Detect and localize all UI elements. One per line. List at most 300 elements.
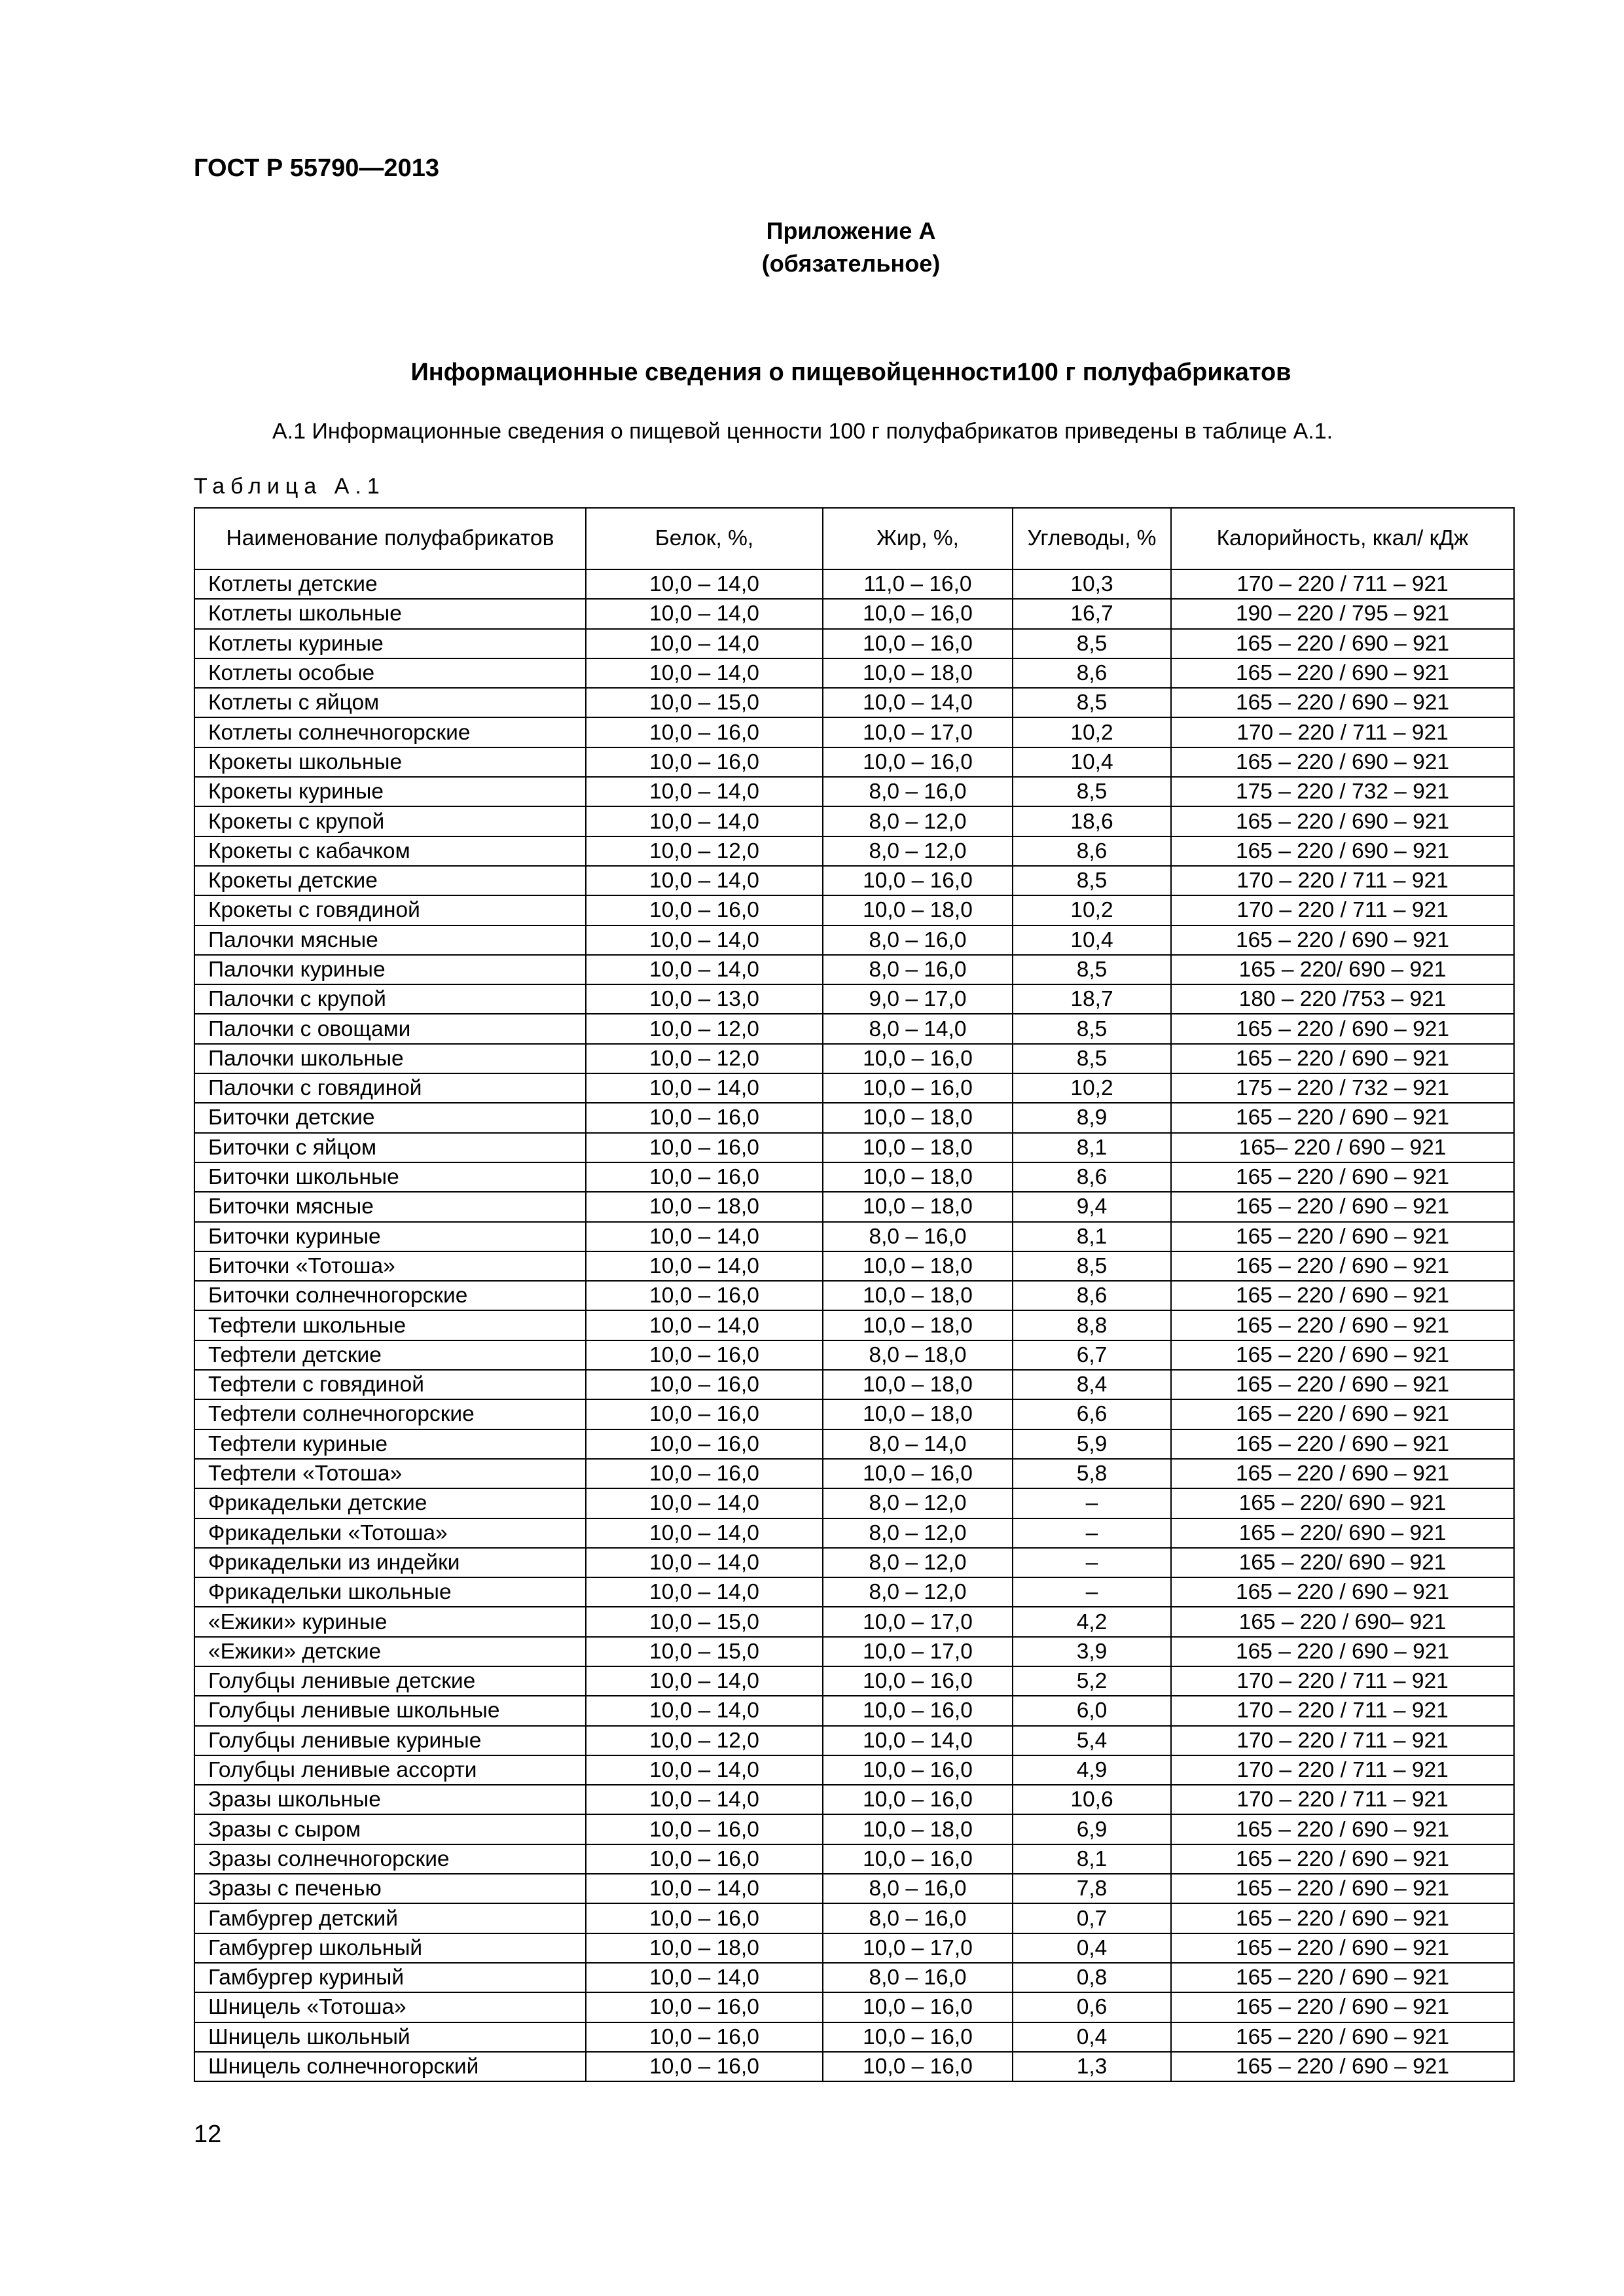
product-name-cell: Биточки с яйцом xyxy=(194,1133,586,1162)
product-name-cell: Зразы с сыром xyxy=(194,1814,586,1844)
appendix-title: Приложение А xyxy=(766,217,936,244)
protein-cell: 10,0 – 16,0 xyxy=(586,1903,823,1933)
calories-cell: 165 – 220 / 690 – 921 xyxy=(1171,1340,1514,1370)
product-name-cell: Биточки детские xyxy=(194,1103,586,1132)
header-name: Наименование полуфабрикатов xyxy=(194,508,586,569)
protein-cell: 10,0 – 14,0 xyxy=(586,1222,823,1251)
fat-cell: 10,0 – 16,0 xyxy=(823,1696,1013,1725)
table-row xyxy=(194,1459,1514,1488)
product-name-cell: Котлеты солнечногорские xyxy=(194,717,586,747)
product-name-cell: Котлеты школьные xyxy=(194,599,586,628)
product-name-cell: Котлеты детские xyxy=(194,569,586,599)
protein-cell: 10,0 – 16,0 xyxy=(586,1370,823,1399)
carbs-cell: 16,7 xyxy=(1013,599,1171,628)
table-row xyxy=(194,747,1514,777)
carbs-cell: 5,4 xyxy=(1013,1726,1171,1755)
table-row xyxy=(194,1370,1514,1399)
table-row xyxy=(194,688,1514,717)
product-name-cell: Биточки «Тотоша» xyxy=(194,1251,586,1281)
fat-cell: 10,0 – 17,0 xyxy=(823,1637,1013,1666)
protein-cell: 10,0 – 16,0 xyxy=(586,1340,823,1370)
carbs-cell: 0,7 xyxy=(1013,1903,1171,1933)
protein-cell: 10,0 – 15,0 xyxy=(586,688,823,717)
calories-cell: 165 – 220 / 690 – 921 xyxy=(1171,629,1514,658)
calories-cell: 165 – 220 / 690 – 921 xyxy=(1171,1044,1514,1073)
carbs-cell: 8,6 xyxy=(1013,658,1171,688)
calories-cell: 165– 220 / 690 – 921 xyxy=(1171,1133,1514,1162)
fat-cell: 10,0 – 16,0 xyxy=(823,1044,1013,1073)
calories-cell: 165 – 220 / 690 – 921 xyxy=(1171,925,1514,955)
carbs-cell: 10,4 xyxy=(1013,747,1171,777)
carbs-cell: 4,9 xyxy=(1013,1755,1171,1785)
calories-cell: 165 – 220 / 690 – 921 xyxy=(1171,747,1514,777)
fat-cell: 10,0 – 18,0 xyxy=(823,1133,1013,1162)
table-row xyxy=(194,2022,1514,2052)
appendix-status: (обязательное) xyxy=(761,250,941,277)
fat-cell: 8,0 – 12,0 xyxy=(823,1548,1013,1577)
fat-cell: 10,0 – 16,0 xyxy=(823,1073,1013,1103)
table-row xyxy=(194,1814,1514,1844)
fat-cell: 10,0 – 18,0 xyxy=(823,1814,1013,1844)
carbs-cell: 8,6 xyxy=(1013,1162,1171,1192)
fat-cell: 10,0 – 18,0 xyxy=(823,1162,1013,1192)
fat-cell: 10,0 – 17,0 xyxy=(823,1607,1013,1636)
protein-cell: 10,0 – 16,0 xyxy=(586,1133,823,1162)
fat-cell: 8,0 – 16,0 xyxy=(823,1903,1013,1933)
header-protein: Белок, %, xyxy=(586,508,823,569)
product-name-cell: Котлеты особые xyxy=(194,658,586,688)
protein-cell: 10,0 – 12,0 xyxy=(586,1044,823,1073)
fat-cell: 8,0 – 16,0 xyxy=(823,777,1013,806)
product-name-cell: Крокеты с говядиной xyxy=(194,895,586,925)
product-name-cell: Голубцы ленивые школьные xyxy=(194,1696,586,1725)
product-name-cell: Фрикадельки детские xyxy=(194,1488,586,1518)
protein-cell: 10,0 – 14,0 xyxy=(586,1548,823,1577)
calories-cell: 170 – 220 / 711 – 921 xyxy=(1171,1666,1514,1696)
calories-cell: 175 – 220 / 732 – 921 xyxy=(1171,1073,1514,1103)
calories-cell: 170 – 220 / 711 – 921 xyxy=(1171,569,1514,599)
protein-cell: 10,0 – 18,0 xyxy=(586,1933,823,1963)
fat-cell: 10,0 – 16,0 xyxy=(823,1459,1013,1488)
calories-cell: 165 – 220 / 690– 921 xyxy=(1171,1607,1514,1636)
fat-cell: 10,0 – 18,0 xyxy=(823,1310,1013,1340)
product-name-cell: Голубцы ленивые ассорти xyxy=(194,1755,586,1785)
calories-cell: 165 – 220/ 690 – 921 xyxy=(1171,1488,1514,1518)
fat-cell: 10,0 – 16,0 xyxy=(823,866,1013,895)
carbs-cell: 8,5 xyxy=(1013,688,1171,717)
carbs-cell: 10,2 xyxy=(1013,717,1171,747)
protein-cell: 10,0 – 14,0 xyxy=(586,569,823,599)
protein-cell: 10,0 – 16,0 xyxy=(586,1814,823,1844)
table-row xyxy=(194,895,1514,925)
product-name-cell: Крокеты с кабачком xyxy=(194,836,586,866)
calories-cell: 165 – 220 / 690 – 921 xyxy=(1171,1014,1514,1043)
table-row xyxy=(194,658,1514,688)
product-name-cell: Палочки с крупой xyxy=(194,984,586,1014)
calories-cell: 165 – 220 / 690 – 921 xyxy=(1171,1429,1514,1459)
calories-cell: 180 – 220 /753 – 921 xyxy=(1171,984,1514,1014)
calories-cell: 170 – 220 / 711 – 921 xyxy=(1171,717,1514,747)
calories-cell: 165 – 220 / 690 – 921 xyxy=(1171,1874,1514,1903)
fat-cell: 10,0 – 16,0 xyxy=(823,1992,1013,2022)
carbs-cell: 8,6 xyxy=(1013,1281,1171,1310)
table-row xyxy=(194,1992,1514,2022)
calories-cell: 170 – 220 / 711 – 921 xyxy=(1171,1785,1514,1814)
calories-cell: 165 – 220 / 690 – 921 xyxy=(1171,1281,1514,1310)
carbs-cell: 10,3 xyxy=(1013,569,1171,599)
fat-cell: 10,0 – 16,0 xyxy=(823,1844,1013,1874)
calories-cell: 165 – 220 / 690 – 921 xyxy=(1171,2052,1514,2081)
protein-cell: 10,0 – 12,0 xyxy=(586,836,823,866)
page-number: 12 xyxy=(194,2121,222,2148)
table-row xyxy=(194,1488,1514,1518)
table-row xyxy=(194,777,1514,806)
fat-cell: 10,0 – 14,0 xyxy=(823,1726,1013,1755)
calories-cell: 165 – 220 / 690 – 921 xyxy=(1171,658,1514,688)
product-name-cell: Палочки куриные xyxy=(194,955,586,984)
carbs-cell: 7,8 xyxy=(1013,1874,1171,1903)
calories-cell: 175 – 220 / 732 – 921 xyxy=(1171,777,1514,806)
carbs-cell: 8,1 xyxy=(1013,1222,1171,1251)
table-row xyxy=(194,1518,1514,1548)
product-name-cell: Тефтели школьные xyxy=(194,1310,586,1340)
carbs-cell: 8,5 xyxy=(1013,777,1171,806)
table-row xyxy=(194,1399,1514,1429)
protein-cell: 10,0 – 16,0 xyxy=(586,1281,823,1310)
fat-cell: 10,0 – 17,0 xyxy=(823,717,1013,747)
fat-cell: 10,0 – 18,0 xyxy=(823,658,1013,688)
calories-cell: 165 – 220 / 690 – 921 xyxy=(1171,1637,1514,1666)
product-name-cell: Гамбургер детский xyxy=(194,1903,586,1933)
carbs-cell: 10,2 xyxy=(1013,895,1171,925)
table-row xyxy=(194,1222,1514,1251)
calories-cell: 165 – 220 / 690 – 921 xyxy=(1171,1577,1514,1607)
calories-cell: 170 – 220 / 711 – 921 xyxy=(1171,895,1514,925)
protein-cell: 10,0 – 16,0 xyxy=(586,747,823,777)
table-row xyxy=(194,1726,1514,1755)
protein-cell: 10,0 – 16,0 xyxy=(586,1429,823,1459)
protein-cell: 10,0 – 14,0 xyxy=(586,599,823,628)
carbs-cell: 5,9 xyxy=(1013,1429,1171,1459)
carbs-cell: 8,5 xyxy=(1013,1251,1171,1281)
product-name-cell: Фрикадельки школьные xyxy=(194,1577,586,1607)
fat-cell: 10,0 – 16,0 xyxy=(823,2022,1013,2052)
carbs-cell: 8,5 xyxy=(1013,1044,1171,1073)
table-row xyxy=(194,1340,1514,1370)
carbs-cell: 8,9 xyxy=(1013,1103,1171,1132)
calories-cell: 165 – 220/ 690 – 921 xyxy=(1171,1518,1514,1548)
carbs-cell: 0,6 xyxy=(1013,1992,1171,2022)
table-row xyxy=(194,1103,1514,1132)
product-name-cell: Гамбургер куриный xyxy=(194,1963,586,1992)
protein-cell: 10,0 – 18,0 xyxy=(586,1192,823,1221)
product-name-cell: Зразы с печенью xyxy=(194,1874,586,1903)
carbs-cell: 18,6 xyxy=(1013,806,1171,836)
table-row xyxy=(194,1666,1514,1696)
table-row xyxy=(194,836,1514,866)
fat-cell: 8,0 – 14,0 xyxy=(823,1014,1013,1043)
carbs-cell: 8,5 xyxy=(1013,866,1171,895)
carbs-cell: 6,6 xyxy=(1013,1399,1171,1429)
product-name-cell: Тефтели «Тотоша» xyxy=(194,1459,586,1488)
carbs-cell: 10,6 xyxy=(1013,1785,1171,1814)
protein-cell: 10,0 – 16,0 xyxy=(586,1103,823,1132)
fat-cell: 10,0 – 16,0 xyxy=(823,629,1013,658)
protein-cell: 10,0 – 16,0 xyxy=(586,1459,823,1488)
fat-cell: 11,0 – 16,0 xyxy=(823,569,1013,599)
fat-cell: 10,0 – 18,0 xyxy=(823,1399,1013,1429)
table-row xyxy=(194,569,1514,599)
fat-cell: 10,0 – 18,0 xyxy=(823,1370,1013,1399)
protein-cell: 10,0 – 16,0 xyxy=(586,895,823,925)
calories-cell: 165 – 220 / 690 – 921 xyxy=(1171,806,1514,836)
fat-cell: 10,0 – 18,0 xyxy=(823,895,1013,925)
table-row xyxy=(194,1933,1514,1963)
fat-cell: 8,0 – 12,0 xyxy=(823,1518,1013,1548)
calories-cell: 165 – 220 / 690 – 921 xyxy=(1171,1222,1514,1251)
table-caption: Таблица А.1 xyxy=(194,474,386,499)
product-name-cell: Зразы солнечногорские xyxy=(194,1844,586,1874)
table-row xyxy=(194,1310,1514,1340)
carbs-cell: 5,8 xyxy=(1013,1459,1171,1488)
protein-cell: 10,0 – 16,0 xyxy=(586,1844,823,1874)
product-name-cell: Шницель солнечногорский xyxy=(194,2052,586,2081)
protein-cell: 10,0 – 16,0 xyxy=(586,2022,823,2052)
calories-cell: 165 – 220 / 690 – 921 xyxy=(1171,1933,1514,1963)
table-row xyxy=(194,866,1514,895)
product-name-cell: Фрикадельки «Тотоша» xyxy=(194,1518,586,1548)
carbs-cell: 5,2 xyxy=(1013,1666,1171,1696)
product-name-cell: Палочки школьные xyxy=(194,1044,586,1073)
protein-cell: 10,0 – 16,0 xyxy=(586,1399,823,1429)
carbs-cell: 6,7 xyxy=(1013,1340,1171,1370)
fat-cell: 8,0 – 12,0 xyxy=(823,836,1013,866)
carbs-cell: 9,4 xyxy=(1013,1192,1171,1221)
table-row xyxy=(194,1755,1514,1785)
calories-cell: 165 – 220 / 690 – 921 xyxy=(1171,1963,1514,1992)
carbs-cell: 1,3 xyxy=(1013,2052,1171,2081)
table-row xyxy=(194,1044,1514,1073)
intro-paragraph: А.1 Информационные сведения о пищевой ценности 100 г полуфабрикатов приведены в таблице А.1. xyxy=(272,419,1333,444)
protein-cell: 10,0 – 16,0 xyxy=(586,1992,823,2022)
fat-cell: 10,0 – 16,0 xyxy=(823,747,1013,777)
protein-cell: 10,0 – 12,0 xyxy=(586,1014,823,1043)
calories-cell: 165 – 220 / 690 – 921 xyxy=(1171,1844,1514,1874)
calories-cell: 165 – 220 / 690 – 921 xyxy=(1171,1103,1514,1132)
fat-cell: 8,0 – 16,0 xyxy=(823,1963,1013,1992)
fat-cell: 8,0 – 16,0 xyxy=(823,1222,1013,1251)
product-name-cell: Крокеты куриные xyxy=(194,777,586,806)
product-name-cell: Палочки мясные xyxy=(194,925,586,955)
carbs-cell: 8,5 xyxy=(1013,1014,1171,1043)
table-row xyxy=(194,1607,1514,1636)
table-row xyxy=(194,599,1514,628)
fat-cell: 10,0 – 16,0 xyxy=(823,2052,1013,2081)
calories-cell: 165 – 220 / 690 – 921 xyxy=(1171,1162,1514,1192)
protein-cell: 10,0 – 14,0 xyxy=(586,1577,823,1607)
calories-cell: 165 – 220/ 690 – 921 xyxy=(1171,955,1514,984)
carbs-cell: – xyxy=(1013,1548,1171,1577)
protein-cell: 10,0 – 15,0 xyxy=(586,1607,823,1636)
header-calories: Калорийность, ккал/ кДж xyxy=(1171,508,1514,569)
table-row xyxy=(194,1429,1514,1459)
carbs-cell: 10,2 xyxy=(1013,1073,1171,1103)
product-name-cell: Шницель «Тотоша» xyxy=(194,1992,586,2022)
product-name-cell: Тефтели солнечногорские xyxy=(194,1399,586,1429)
product-name-cell: Голубцы ленивые детские xyxy=(194,1666,586,1696)
protein-cell: 10,0 – 14,0 xyxy=(586,806,823,836)
product-name-cell: Тефтели куриные xyxy=(194,1429,586,1459)
fat-cell: 8,0 – 16,0 xyxy=(823,1874,1013,1903)
fat-cell: 10,0 – 18,0 xyxy=(823,1281,1013,1310)
table-row xyxy=(194,806,1514,836)
table-row xyxy=(194,1014,1514,1043)
fat-cell: 8,0 – 12,0 xyxy=(823,1488,1013,1518)
carbs-cell: 3,9 xyxy=(1013,1637,1171,1666)
table-row xyxy=(194,2052,1514,2081)
calories-cell: 165 – 220 / 690 – 921 xyxy=(1171,688,1514,717)
carbs-cell: 8,4 xyxy=(1013,1370,1171,1399)
product-name-cell: Палочки с овощами xyxy=(194,1014,586,1043)
section-title: Информационные сведения о пищевойценности100 г полуфабрикатов xyxy=(410,359,1291,386)
calories-cell: 165 – 220 / 690 – 921 xyxy=(1171,1399,1514,1429)
product-name-cell: «Ежики» детские xyxy=(194,1637,586,1666)
protein-cell: 10,0 – 14,0 xyxy=(586,777,823,806)
table-row xyxy=(194,1281,1514,1310)
protein-cell: 10,0 – 14,0 xyxy=(586,925,823,955)
fat-cell: 10,0 – 18,0 xyxy=(823,1103,1013,1132)
protein-cell: 10,0 – 14,0 xyxy=(586,1696,823,1725)
calories-cell: 165 – 220 / 690 – 921 xyxy=(1171,1992,1514,2022)
fat-cell: 9,0 – 17,0 xyxy=(823,984,1013,1014)
carbs-cell: 0,4 xyxy=(1013,1933,1171,1963)
table-row xyxy=(194,1548,1514,1577)
fat-cell: 8,0 – 12,0 xyxy=(823,1577,1013,1607)
fat-cell: 10,0 – 16,0 xyxy=(823,599,1013,628)
fat-cell: 10,0 – 17,0 xyxy=(823,1933,1013,1963)
product-name-cell: Голубцы ленивые куриные xyxy=(194,1726,586,1755)
table-row xyxy=(194,717,1514,747)
carbs-cell: – xyxy=(1013,1518,1171,1548)
fat-cell: 8,0 – 14,0 xyxy=(823,1429,1013,1459)
product-name-cell: Крокеты детские xyxy=(194,866,586,895)
product-name-cell: Тефтели с говядиной xyxy=(194,1370,586,1399)
appendix-heading xyxy=(0,215,1624,280)
protein-cell: 10,0 – 14,0 xyxy=(586,1518,823,1548)
table-row xyxy=(194,629,1514,658)
table-row xyxy=(194,925,1514,955)
table-row xyxy=(194,1903,1514,1933)
calories-cell: 165 – 220 / 690 – 921 xyxy=(1171,1903,1514,1933)
fat-cell: 8,0 – 16,0 xyxy=(823,925,1013,955)
fat-cell: 10,0 – 16,0 xyxy=(823,1785,1013,1814)
carbs-cell: 6,9 xyxy=(1013,1814,1171,1844)
carbs-cell: 0,4 xyxy=(1013,2022,1171,2052)
carbs-cell: – xyxy=(1013,1577,1171,1607)
fat-cell: 10,0 – 18,0 xyxy=(823,1192,1013,1221)
product-name-cell: Крокеты школьные xyxy=(194,747,586,777)
fat-cell: 10,0 – 16,0 xyxy=(823,1755,1013,1785)
carbs-cell: 8,8 xyxy=(1013,1310,1171,1340)
protein-cell: 10,0 – 16,0 xyxy=(586,1162,823,1192)
calories-cell: 190 – 220 / 795 – 921 xyxy=(1171,599,1514,628)
table-row xyxy=(194,1963,1514,1992)
calories-cell: 170 – 220 / 711 – 921 xyxy=(1171,1696,1514,1725)
calories-cell: 170 – 220 / 711 – 921 xyxy=(1171,866,1514,895)
header-carbs: Углеводы, % xyxy=(1013,508,1171,569)
carbs-cell: 8,1 xyxy=(1013,1133,1171,1162)
protein-cell: 10,0 – 14,0 xyxy=(586,1785,823,1814)
table-row xyxy=(194,1785,1514,1814)
protein-cell: 10,0 – 14,0 xyxy=(586,629,823,658)
carbs-cell: – xyxy=(1013,1488,1171,1518)
product-name-cell: Крокеты с крупой xyxy=(194,806,586,836)
carbs-cell: 0,8 xyxy=(1013,1963,1171,1992)
product-name-cell: Биточки солнечногорские xyxy=(194,1281,586,1310)
carbs-cell: 10,4 xyxy=(1013,925,1171,955)
calories-cell: 165 – 220 / 690 – 921 xyxy=(1171,1310,1514,1340)
header-fat: Жир, %, xyxy=(823,508,1013,569)
table-row xyxy=(194,1073,1514,1103)
table-row xyxy=(194,955,1514,984)
product-name-cell: Шницель школьный xyxy=(194,2022,586,2052)
table-row xyxy=(194,1874,1514,1903)
calories-cell: 170 – 220 / 711 – 921 xyxy=(1171,1726,1514,1755)
calories-cell: 170 – 220 / 711 – 921 xyxy=(1171,1755,1514,1785)
calories-cell: 165 – 220 / 690 – 921 xyxy=(1171,1370,1514,1399)
protein-cell: 10,0 – 14,0 xyxy=(586,1963,823,1992)
carbs-cell: 4,2 xyxy=(1013,1607,1171,1636)
product-name-cell: «Ежики» куриные xyxy=(194,1607,586,1636)
protein-cell: 10,0 – 14,0 xyxy=(586,1073,823,1103)
fat-cell: 10,0 – 18,0 xyxy=(823,1251,1013,1281)
product-name-cell: Котлеты куриные xyxy=(194,629,586,658)
calories-cell: 165 – 220/ 690 – 921 xyxy=(1171,1548,1514,1577)
carbs-cell: 6,0 xyxy=(1013,1696,1171,1725)
protein-cell: 10,0 – 14,0 xyxy=(586,955,823,984)
protein-cell: 10,0 – 15,0 xyxy=(586,1637,823,1666)
product-name-cell: Палочки с говядиной xyxy=(194,1073,586,1103)
calories-cell: 165 – 220 / 690 – 921 xyxy=(1171,1814,1514,1844)
table-row xyxy=(194,1162,1514,1192)
table-row xyxy=(194,1251,1514,1281)
table-row xyxy=(194,1696,1514,1725)
product-name-cell: Биточки школьные xyxy=(194,1162,586,1192)
protein-cell: 10,0 – 14,0 xyxy=(586,866,823,895)
protein-cell: 10,0 – 14,0 xyxy=(586,1755,823,1785)
nutrition-table xyxy=(194,507,1515,2082)
carbs-cell: 8,5 xyxy=(1013,955,1171,984)
protein-cell: 10,0 – 14,0 xyxy=(586,1251,823,1281)
fat-cell: 8,0 – 18,0 xyxy=(823,1340,1013,1370)
protein-cell: 10,0 – 14,0 xyxy=(586,1874,823,1903)
fat-cell: 10,0 – 16,0 xyxy=(823,1666,1013,1696)
product-name-cell: Зразы школьные xyxy=(194,1785,586,1814)
fat-cell: 8,0 – 12,0 xyxy=(823,806,1013,836)
protein-cell: 10,0 – 12,0 xyxy=(586,1726,823,1755)
protein-cell: 10,0 – 14,0 xyxy=(586,1666,823,1696)
table-row xyxy=(194,1577,1514,1607)
protein-cell: 10,0 – 14,0 xyxy=(586,658,823,688)
calories-cell: 165 – 220 / 690 – 921 xyxy=(1171,1251,1514,1281)
product-name-cell: Фрикадельки из индейки xyxy=(194,1548,586,1577)
product-name-cell: Гамбургер школьный xyxy=(194,1933,586,1963)
protein-cell: 10,0 – 16,0 xyxy=(586,717,823,747)
calories-cell: 165 – 220 / 690 – 921 xyxy=(1171,1459,1514,1488)
carbs-cell: 8,5 xyxy=(1013,629,1171,658)
table-body xyxy=(194,569,1514,2081)
protein-cell: 10,0 – 14,0 xyxy=(586,1310,823,1340)
